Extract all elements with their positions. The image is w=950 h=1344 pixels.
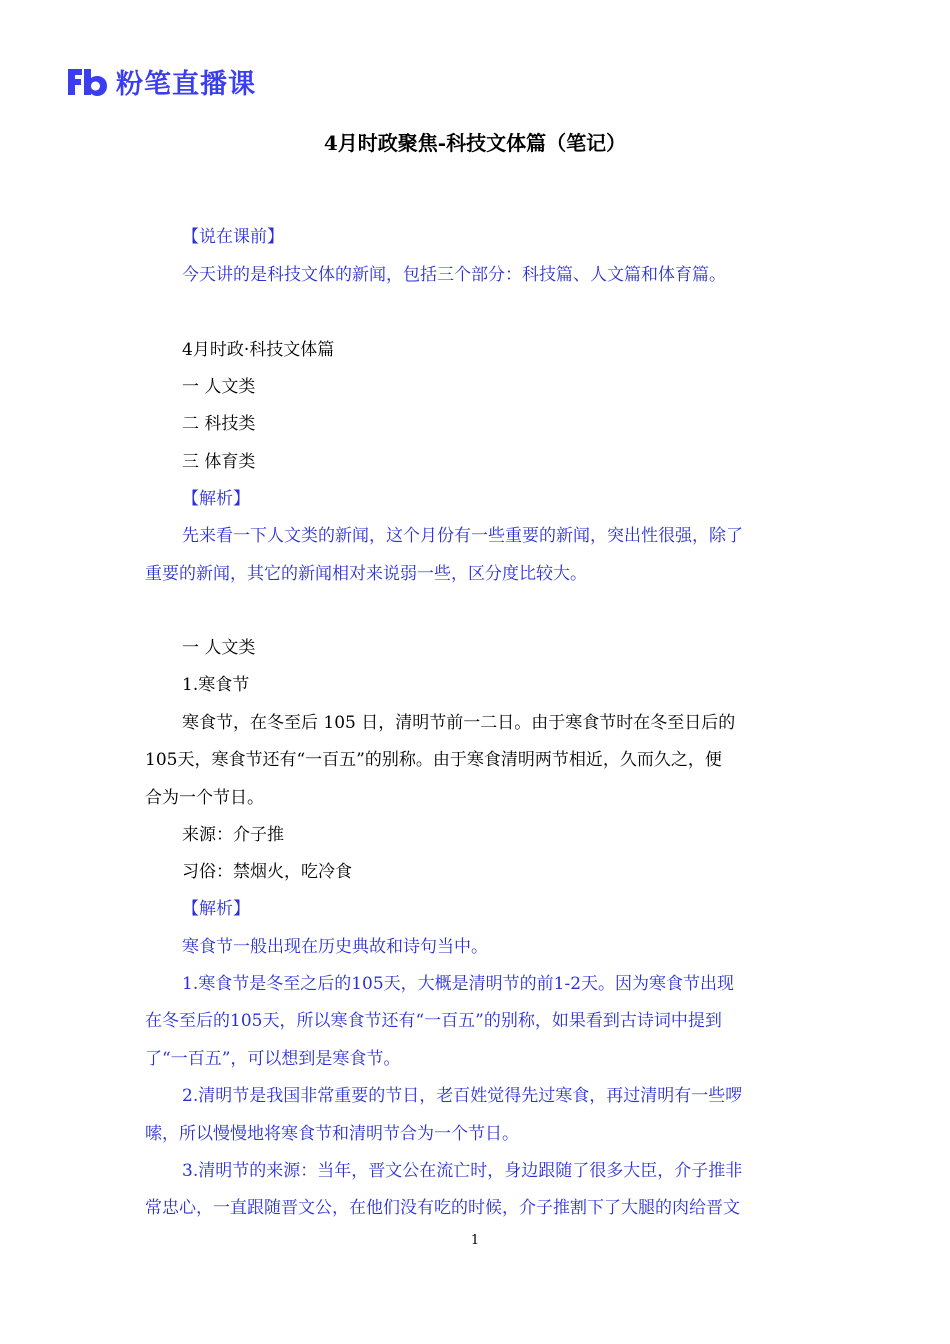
- analysis-text-line: 寒食节一般出现在历史典故和诗句当中。: [182, 937, 488, 957]
- fb-logo-icon: [66, 67, 108, 97]
- subsection-heading: 1.寒食节: [182, 675, 250, 695]
- analysis-text-line: 2.清明节是我国非常重要的节日，老百姓觉得先过寒食，再过清明有一些啰: [182, 1086, 743, 1106]
- analysis-text-line: 3.清明节的来源：当年，晋文公在流亡时，身边跟随了很多大臣，介子推非: [182, 1161, 743, 1181]
- body-text-line: 105天，寒食节还有“一百五”的别称。由于寒食清明两节相近，久而久之，便: [145, 750, 722, 770]
- outline-item-2: 二 科技类: [182, 414, 256, 434]
- intro-text: 今天讲的是科技文体的新闻，包括三个部分：科技篇、人文篇和体育篇。: [182, 265, 726, 285]
- analysis-label: 【解析】: [182, 899, 250, 919]
- custom-line: 习俗：禁烟火，吃冷食: [182, 862, 352, 882]
- analysis-text-line: 常忠心，一直跟随晋文公，在他们没有吃的时候，介子推割下了大腿的肉给晋文: [145, 1198, 740, 1218]
- analysis-text-line: 了“一百五”，可以想到是寒食节。: [145, 1049, 401, 1069]
- analysis-text-line: 在冬至后的105天，所以寒食节还有“一百五”的别称，如果看到古诗词中提到: [145, 1011, 722, 1031]
- outline-item-1: 一 人文类: [182, 377, 256, 397]
- outline-item-3: 三 体育类: [182, 452, 256, 472]
- section-label-before-class: 【说在课前】: [182, 227, 284, 247]
- outline-heading: 4月时政·科技文体篇: [182, 340, 335, 360]
- section-heading: 一 人文类: [182, 638, 256, 658]
- source-line: 来源：介子推: [182, 825, 284, 845]
- brand-logo: [66, 62, 256, 101]
- page-number: 1: [470, 1233, 480, 1248]
- body-text-line: 合为一个节日。: [145, 788, 264, 808]
- analysis-text-line: 重要的新闻，其它的新闻相对来说弱一些，区分度比较大。: [145, 564, 587, 584]
- analysis-label: 【解析】: [182, 489, 250, 509]
- brand-name: 粉笔直播课: [116, 69, 256, 100]
- analysis-text-line: 嗦，所以慢慢地将寒食节和清明节合为一个节日。: [145, 1124, 519, 1144]
- analysis-text-line: 先来看一下人文类的新闻，这个月份有一些重要的新闻，突出性很强，除了: [182, 526, 743, 546]
- analysis-text-line: 1.寒食节是冬至之后的105天，大概是清明节的前1-2天。因为寒食节出现: [182, 974, 735, 994]
- document-title: 4月时政聚焦-科技文体篇（笔记）: [323, 131, 627, 155]
- body-text-line: 寒食节，在冬至后 105 日，清明节前一二日。由于寒食节时在冬至日后的: [182, 713, 736, 733]
